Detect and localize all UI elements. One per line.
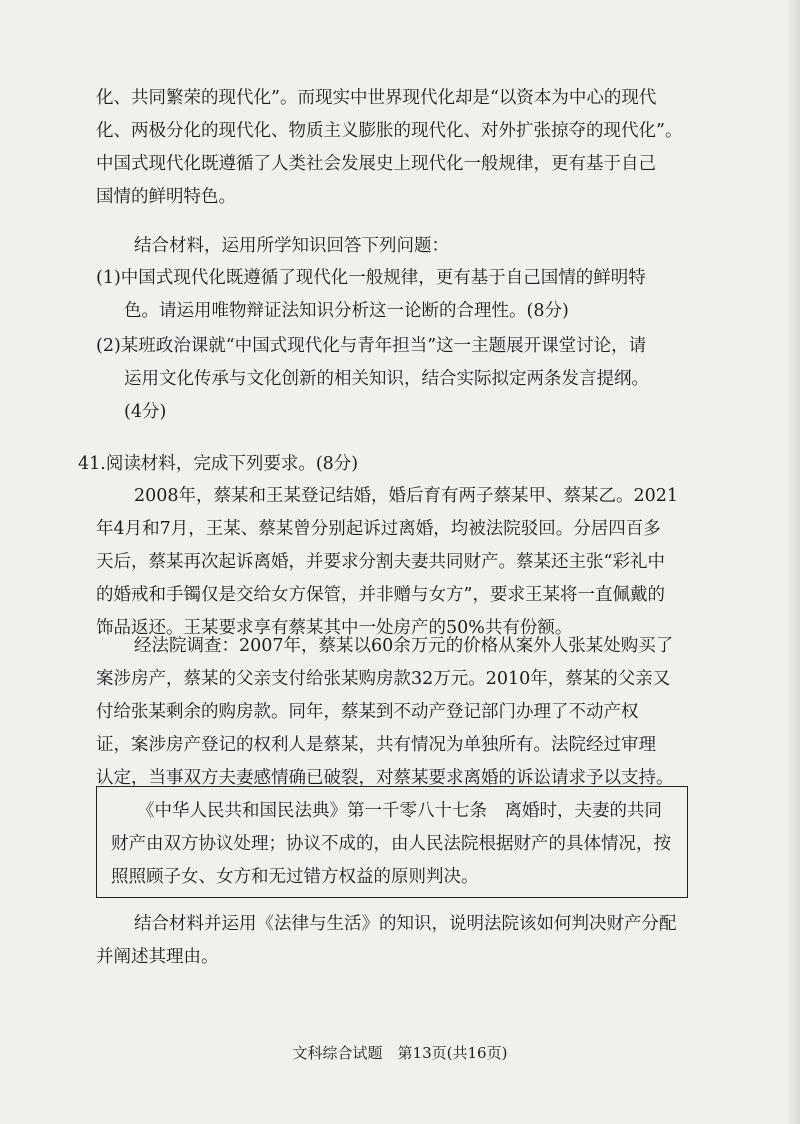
text-line: 照照顾子女、女方和无过错方权益的原则判决。 bbox=[111, 867, 479, 887]
text-line: (1)中国式现代化既遵循了现代化一般规律，更有基于自己国情的鲜明特 bbox=[96, 268, 646, 288]
text-line: 并阐述其理由。 bbox=[96, 947, 219, 967]
text-line: 经法院调查：2007年，蔡某以60余万元的价格从案外人张某处购买了 bbox=[134, 636, 674, 656]
question-prompt: 结合材料，运用所学知识回答下列问题： bbox=[134, 236, 449, 256]
question-41-material-1 bbox=[96, 480, 696, 645]
text-line: 化、两极分化的现代化、物质主义膨胀的现代化、对外扩张掠夺的现代化”。 bbox=[96, 121, 683, 141]
text-line: 案涉房产，蔡某的父亲支付给张某购房款32万元。2010年，蔡某的父亲又 bbox=[96, 669, 671, 689]
text-line: 证，案涉房产登记的权利人是蔡某，共有情况为单独所有。法院经过审理 bbox=[96, 735, 656, 755]
question-41-material-2 bbox=[96, 630, 696, 795]
text-line: 国情的鲜明特色。 bbox=[96, 187, 236, 207]
text-line: (4分) bbox=[124, 402, 167, 422]
text-line: (2)某班政治课就“中国式现代化与青年担当”这一主题展开课堂讨论，请 bbox=[96, 336, 647, 356]
text-line: 付给张某剩余的购房款。同年，蔡某到不动产登记部门办理了不动产权 bbox=[96, 702, 639, 722]
intro-paragraph bbox=[96, 82, 696, 214]
text-line: 运用文化传承与文化创新的相关知识，结合实际拟定两条发言提纲。 bbox=[124, 369, 649, 389]
text-line: 年4月和7月，王某、蔡某曾分别起诉过离婚，均被法院驳回。分居四百多 bbox=[96, 519, 661, 539]
text-line: 色。请运用唯物辩证法知识分析这一论断的合理性。(8分) bbox=[124, 301, 569, 321]
text-line: 2008年，蔡某和王某登记结婚，婚后育有两子蔡某甲、蔡某乙。2021 bbox=[134, 486, 679, 506]
text-line: 的婚戒和手镯仅是交给女方保管，并非赠与女方”，要求王某将一直佩戴的 bbox=[96, 585, 665, 605]
text-line: 化、共同繁荣的现代化”。而现实中世界现代化却是“以资本为中心的现代 bbox=[96, 88, 657, 108]
civil-code-box bbox=[96, 786, 688, 898]
page-footer: 文科综合试题 第13页(共16页) bbox=[292, 1044, 508, 1062]
sub-question-2 bbox=[96, 330, 696, 429]
question-41-task bbox=[96, 908, 696, 974]
text-line: 中国式现代化既遵循了人类社会发展史上现代化一般规律，更有基于自己 bbox=[96, 154, 656, 174]
text-line: 财产由双方协议处理；协议不成的，由人民法院根据财产的具体情况，按 bbox=[111, 834, 671, 854]
question-41-title: 41.阅读材料，完成下列要求。(8分) bbox=[78, 454, 359, 474]
text-line: 天后，蔡某再次起诉离婚，并要求分割夫妻共同财产。蔡某还主张“彩礼中 bbox=[96, 552, 665, 572]
page-edge-shadow bbox=[786, 0, 800, 1124]
text-line: 饰品返还。王某要求享有蔡某其中一处房产的50%共有份额。 bbox=[96, 618, 573, 638]
text-line: 认定，当事双方夫妻感情确已破裂，对蔡某要求离婚的诉讼请求予以支持。 bbox=[96, 768, 674, 788]
text-line: 《中华人民共和国民法典》第一千零八十七条 离婚时，夫妻的共同 bbox=[137, 801, 662, 821]
sub-question-1 bbox=[96, 262, 696, 328]
text-line: 结合材料并运用《法律与生活》的知识，说明法院该如何判决财产分配 bbox=[134, 914, 677, 934]
